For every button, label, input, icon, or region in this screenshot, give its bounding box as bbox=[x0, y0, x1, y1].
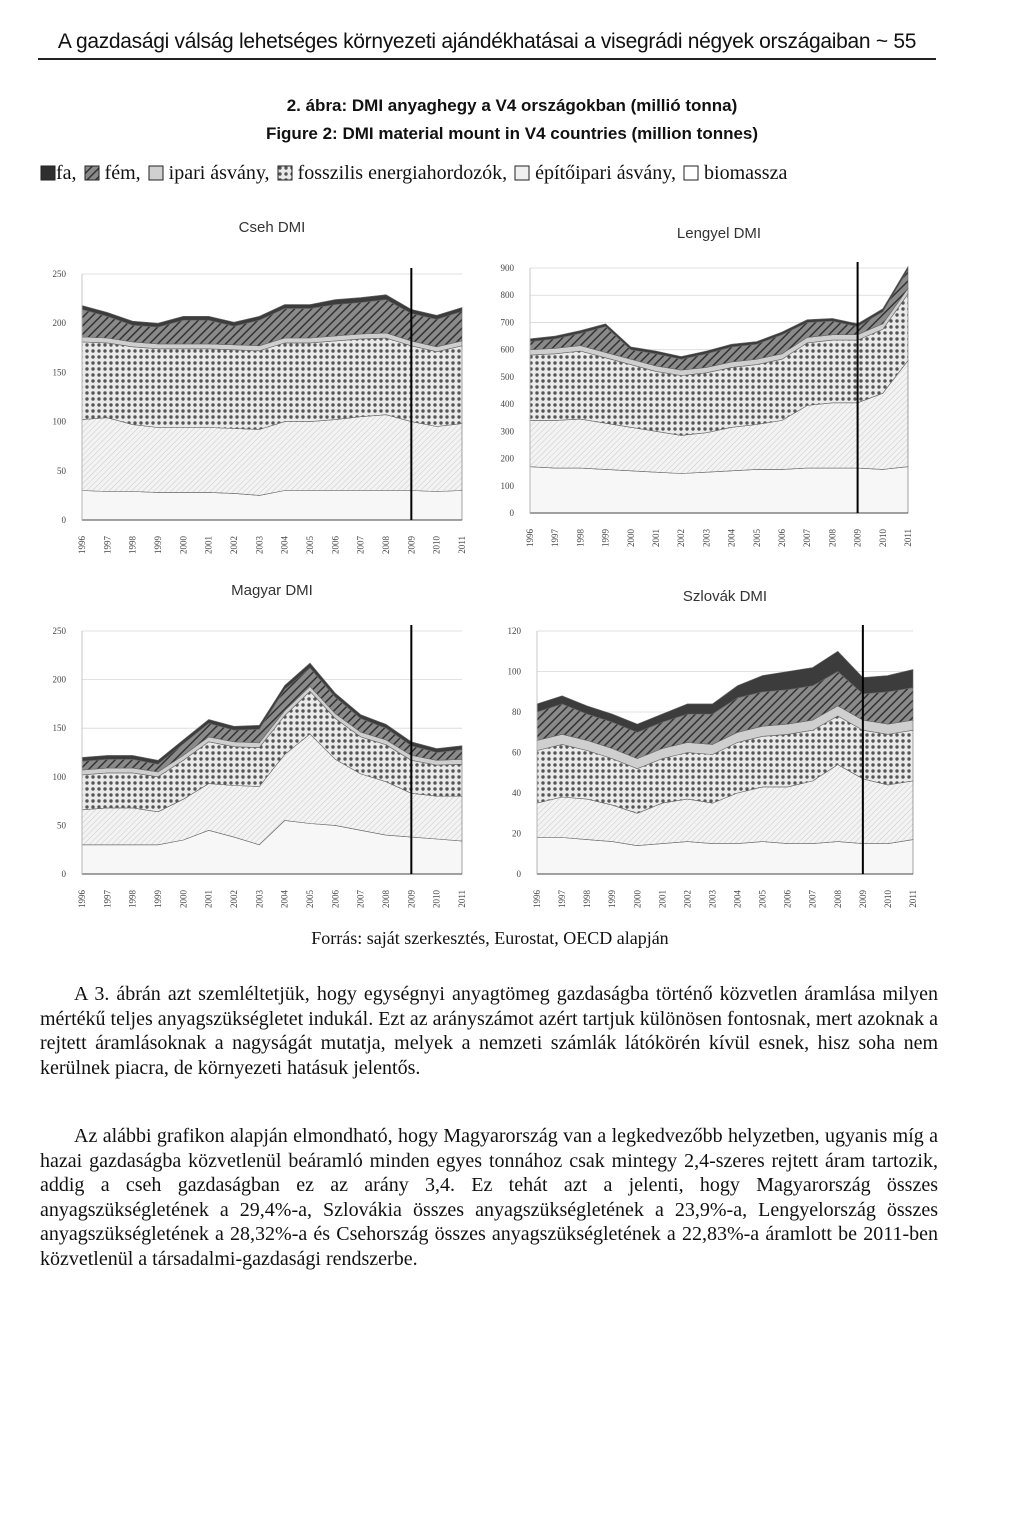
legend-item-fosszilis: fosszilis energiahordozók, bbox=[277, 162, 508, 185]
chart-4-ytick-label: 100 bbox=[507, 666, 521, 677]
chart-3-title: Magyar DMI bbox=[231, 582, 313, 599]
chart-2-xtick-label: 2004 bbox=[726, 529, 737, 547]
chart-2-xtick-label: 2010 bbox=[877, 529, 888, 547]
chart-4-xtick-label: 2003 bbox=[707, 890, 718, 908]
chart-1-area-fosszilis-energiahordozok bbox=[82, 338, 462, 430]
chart-3-ytick-label: 250 bbox=[52, 626, 66, 636]
chart-2-area-biomassza bbox=[530, 467, 908, 513]
chart-4-xtick-label: 1998 bbox=[582, 890, 593, 908]
chart-1-ytick-label: 150 bbox=[52, 367, 66, 378]
chart-2-ytick-label: 500 bbox=[500, 371, 514, 382]
chart-3-xtick-label: 1998 bbox=[127, 890, 138, 908]
chart-1-xtick-label: 1999 bbox=[153, 536, 163, 554]
chart-1-ytick-label: 0 bbox=[61, 515, 66, 525]
chart-4-xtick-label: 2002 bbox=[682, 890, 693, 908]
paragraph-1 bbox=[40, 982, 938, 1080]
chart-2-ytick-label: 600 bbox=[500, 344, 514, 355]
chart-1-ytick-label: 200 bbox=[52, 318, 66, 329]
chart-3-xtick-label: 2011 bbox=[457, 890, 467, 908]
chart-3-ytick-label: 200 bbox=[52, 674, 66, 685]
chart-4-xtick-label: 2004 bbox=[732, 890, 743, 908]
chart-1-xtick-label: 1998 bbox=[127, 536, 138, 554]
chart-2-xtick-label: 1997 bbox=[550, 529, 561, 547]
chart-2-xtick-label: 2005 bbox=[751, 529, 762, 547]
legend-item-ipari: ipari ásvány, bbox=[148, 162, 270, 185]
legend-label-fosszilis: fosszilis energiahordozók bbox=[297, 162, 503, 184]
chart-4-xtick-label: 2008 bbox=[832, 890, 843, 908]
chart-2-ytick-label: 0 bbox=[509, 508, 514, 518]
legend-label-fem: fém bbox=[104, 162, 136, 184]
chart-4-xtick-label: 2006 bbox=[782, 890, 793, 908]
chart-2-ytick-label: 400 bbox=[500, 399, 514, 410]
chart-1-xtick-label: 2000 bbox=[178, 536, 189, 554]
chart-4-ytick-label: 80 bbox=[512, 707, 521, 717]
chart-4-ytick-label: 60 bbox=[512, 747, 521, 758]
chart-1-ytick-label: 250 bbox=[52, 269, 66, 279]
chart-2-ytick-label: 100 bbox=[500, 480, 514, 491]
chart-4-xtick-label: 2007 bbox=[807, 890, 818, 908]
chart-2-xtick-label: 2011 bbox=[903, 529, 913, 547]
chart-4-ytick-label: 20 bbox=[512, 828, 521, 839]
figure-source: Forrás: saját szerkesztés, Eurostat, OECD alapján bbox=[311, 928, 669, 948]
chart-3-xtick-label: 2000 bbox=[178, 890, 189, 908]
legend-label-biomassza: biomassza bbox=[704, 162, 788, 184]
chart-3-xtick-label: 2007 bbox=[355, 890, 366, 908]
figure-title-en: Figure 2: DMI material mount in V4 countries (million tonnes) bbox=[265, 124, 759, 143]
chart-1-xtick-label: 2008 bbox=[381, 536, 391, 554]
chart-1-xtick-label: 2007 bbox=[355, 536, 366, 554]
chart-2-xtick-label: 2009 bbox=[852, 529, 863, 547]
chart-1-ytick-label: 100 bbox=[52, 416, 66, 427]
running-title: A gazdasági válság lehetséges környezeti ajándékhatásai a visegrádi négyek országaiban bbox=[57, 30, 871, 53]
chart-1-area-biomassza bbox=[82, 491, 462, 521]
chart-2-xtick-label: 2001 bbox=[651, 529, 661, 547]
chart-4-ytick-label: 0 bbox=[516, 869, 521, 879]
chart-2-ytick-label: 200 bbox=[500, 453, 514, 464]
chart-2-ytick-label: 800 bbox=[500, 290, 514, 301]
chart-4-xtick-label: 2001 bbox=[657, 890, 668, 908]
page-number: 55 bbox=[893, 30, 917, 53]
chart-2-xtick-label: 2007 bbox=[802, 529, 813, 547]
chart-3-xtick-label: 1997 bbox=[102, 890, 113, 908]
chart-2-xtick-label: 2008 bbox=[827, 529, 838, 547]
chart-1-xtick-label: 2010 bbox=[431, 536, 442, 554]
chart-3-xtick-label: 2006 bbox=[330, 890, 341, 908]
paragraph-2-text: Az alábbi grafikon alapján elmondható, hogy Magyarország van a legkedvezőbb helyzetben, ugyanis míg a hazai gazdaságba közvetlenül beáramló minden egyes tonnához csak mintegy 2,4-szeres rejtett áram tartozik, addig a cseh gazdaságban ez az arány 3,4. Ez tehát azt a jelenti, hogy Magyarország összes anyagszükségletének a 29,4%-a, Szlovákia összes anyagszükségletének a 23,9%-a, Lengyelország összes anyagszükségletének a 28,32%-a és Csehország összes anyagszükségletének a 22,83%-a áramlott be 2011-ben közvetlenül a társadalmi-gazdasági rendszerbe. bbox=[40, 1125, 938, 1270]
chart-2-xtick-label: 2003 bbox=[701, 529, 712, 547]
chart-3-xtick-label: 2002 bbox=[229, 890, 239, 908]
legend-item-epitoipari: építőipari ásvány, bbox=[514, 162, 676, 185]
chart-4-ytick-label: 120 bbox=[507, 626, 521, 636]
chart-1-xtick-label: 2001 bbox=[203, 536, 214, 554]
chart-1-xtick-label: 1997 bbox=[102, 536, 113, 554]
chart-1-xtick-label: 1996 bbox=[77, 536, 87, 554]
figure-title-hu: 2. ábra: DMI anyaghegy a V4 országokban (millió tonna) bbox=[286, 96, 738, 115]
chart-4-xtick-label: 1999 bbox=[607, 890, 618, 908]
chart-2-ytick-label: 900 bbox=[500, 263, 514, 273]
chart-4-xtick-label: 2010 bbox=[882, 890, 893, 908]
chart-4-xtick-label: 2000 bbox=[632, 890, 643, 908]
chart-3-xtick-label: 2005 bbox=[305, 890, 315, 908]
chart-2-xtick-label: 2000 bbox=[625, 529, 636, 547]
chart-4-xtick-label: 1996 bbox=[532, 890, 542, 908]
chart-3-xtick-label: 2001 bbox=[203, 890, 214, 908]
chart-4-title: Szlovák DMI bbox=[682, 588, 768, 605]
chart-2-ytick-label: 300 bbox=[500, 426, 514, 437]
chart-4-xtick-label: 1997 bbox=[557, 890, 568, 908]
chart-2-xtick-label: 1996 bbox=[525, 529, 535, 547]
header-separator: ~ bbox=[875, 30, 888, 53]
chart-4-xtick-label: 2011 bbox=[908, 890, 918, 908]
legend-item-fem: fém, bbox=[84, 162, 141, 185]
chart-4-ytick-label: 40 bbox=[512, 788, 521, 798]
legend-label-ipari: ipari ásvány bbox=[168, 162, 265, 184]
chart-3-xtick-label: 2009 bbox=[406, 890, 417, 908]
chart-1-xtick-label: 2002 bbox=[229, 536, 239, 554]
legend-label-epitoipari: építőipari ásvány bbox=[535, 162, 672, 184]
chart-3-xtick-label: 2008 bbox=[381, 890, 391, 908]
chart-1-xtick-label: 2003 bbox=[254, 536, 265, 554]
chart-3-xtick-label: 2003 bbox=[254, 890, 265, 908]
chart-2-xtick-label: 1998 bbox=[575, 529, 586, 547]
chart-3-ytick-label: 50 bbox=[57, 820, 66, 831]
chart-1-xtick-label: 2006 bbox=[330, 536, 341, 554]
chart-2-xtick-label: 2002 bbox=[676, 529, 687, 547]
paragraph-1-text: A 3. ábrán azt szemléltetjük, hogy egységnyi anyagtömeg gazdaságba történő közvetlen áramlása milyen mértékű teljes anyagszükségletet indukál. Ezt az arányszámot azért tartjuk különösen fontosnak, mert azoknak a rejtett áramlásoknak a nagyságát mutatja, melyek a nemzeti számlák látókörén kívül esnek, hisz soha nem kerülnek piacra, de környezeti hatásuk jelentős. bbox=[40, 983, 938, 1079]
chart-1-xtick-label: 2009 bbox=[406, 536, 417, 554]
chart-1-xtick-label: 2011 bbox=[457, 536, 467, 554]
chart-3-xtick-label: 1999 bbox=[153, 890, 163, 908]
legend-label-fa: fa bbox=[56, 162, 72, 184]
chart-2-xtick-label: 2006 bbox=[777, 529, 787, 547]
chart-3-xtick-label: 2004 bbox=[279, 890, 290, 908]
chart-2-title: Lengyel DMI bbox=[676, 225, 762, 242]
chart-1-xtick-label: 2005 bbox=[305, 536, 315, 554]
chart-4-xtick-label: 2005 bbox=[757, 890, 768, 908]
chart-1-ytick-label: 50 bbox=[57, 465, 66, 476]
chart-1-area-epitoipari-asvany bbox=[82, 415, 462, 496]
chart-4-xtick-label: 2009 bbox=[857, 890, 868, 908]
chart-2-ytick-label: 700 bbox=[500, 317, 514, 328]
chart-1-title: Cseh DMI bbox=[238, 219, 306, 236]
chart-3-xtick-label: 1996 bbox=[77, 890, 87, 908]
chart-1-xtick-label: 2004 bbox=[279, 536, 290, 554]
chart-3-ytick-label: 150 bbox=[52, 723, 66, 734]
chart-2-xtick-label: 1999 bbox=[600, 529, 611, 547]
chart-3-ytick-label: 100 bbox=[52, 771, 66, 782]
chart-3-xtick-label: 2010 bbox=[431, 890, 442, 908]
legend-item-fa: fa, bbox=[40, 162, 77, 185]
paragraph-2 bbox=[40, 1124, 938, 1272]
chart-3-ytick-label: 0 bbox=[61, 869, 66, 879]
